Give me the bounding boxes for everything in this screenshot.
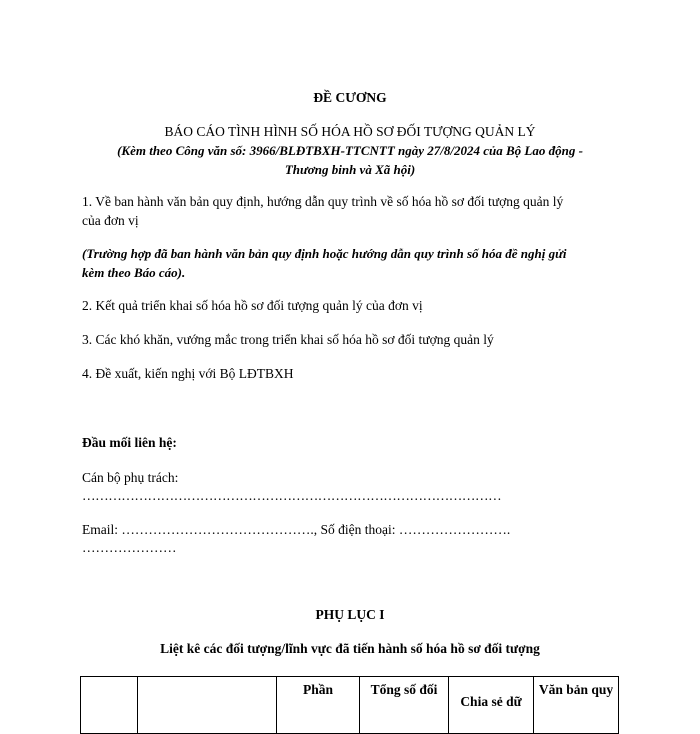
document-title: ĐỀ CƯƠNG — [313, 90, 387, 105]
section-item-1-line-2: của đơn vị — [82, 213, 139, 228]
appendix-title: PHỤ LỤC I — [315, 607, 385, 622]
table-header-cell: Phần — [277, 677, 360, 734]
contact-officer-label: Cán bộ phụ trách: — [82, 470, 179, 485]
table-header-cell: Chia sẻ dữ — [449, 677, 534, 734]
table-header-row — [81, 677, 619, 734]
document-subtitle: BÁO CÁO TÌNH HÌNH SỐ HÓA HỒ SƠ ĐỐI TƯỢNG QUẢN LÝ — [164, 124, 536, 139]
contact-email-line: Email: ……………………………………., Số điện thoại: ……………………. — [82, 522, 511, 537]
section-item-3: 3. Các khó khăn, vướng mắc trong triển khai số hóa hồ sơ đối tượng quản lý — [82, 332, 494, 347]
table-header-cell: Tổng số đối — [360, 677, 449, 734]
appendix-table — [80, 676, 619, 734]
section-item-2: 2. Kết quả triển khai số hóa hồ sơ đối tượng quản lý của đơn vị — [82, 298, 423, 313]
contact-heading: Đầu mối liên hệ: — [82, 435, 177, 450]
section-item-4: 4. Đề xuất, kiến nghị với Bộ LĐTBXH — [82, 366, 294, 381]
note-line-2: kèm theo Báo cáo). — [82, 265, 186, 280]
contact-officer-dots: …………………………………………………………………………………… — [82, 488, 502, 503]
section-item-1-line-1: 1. Về ban hành văn bản quy định, hướng dẫn quy trình về số hóa hồ sơ đối tượng quản lý — [82, 194, 564, 209]
reference-line-1: (Kèm theo Công văn số: 3966/BLĐTBXH-TTCNTT ngày 27/8/2024 của Bộ Lao động - — [117, 143, 583, 158]
table-header-cell: Văn bản quy — [534, 677, 619, 734]
table-header-cell — [138, 677, 277, 734]
table-header-cell — [81, 677, 138, 734]
appendix-subtitle: Liệt kê các đối tượng/lĩnh vực đã tiến hành số hóa hồ sơ đối tượng — [160, 641, 540, 656]
reference-line-2: Thương binh và Xã hội) — [284, 162, 416, 177]
note-line-1: (Trường hợp đã ban hành văn bản quy định hoặc hướng dẫn quy trình số hóa đề nghị gửi — [82, 246, 567, 261]
contact-email-line-2: ………………… — [82, 540, 177, 555]
